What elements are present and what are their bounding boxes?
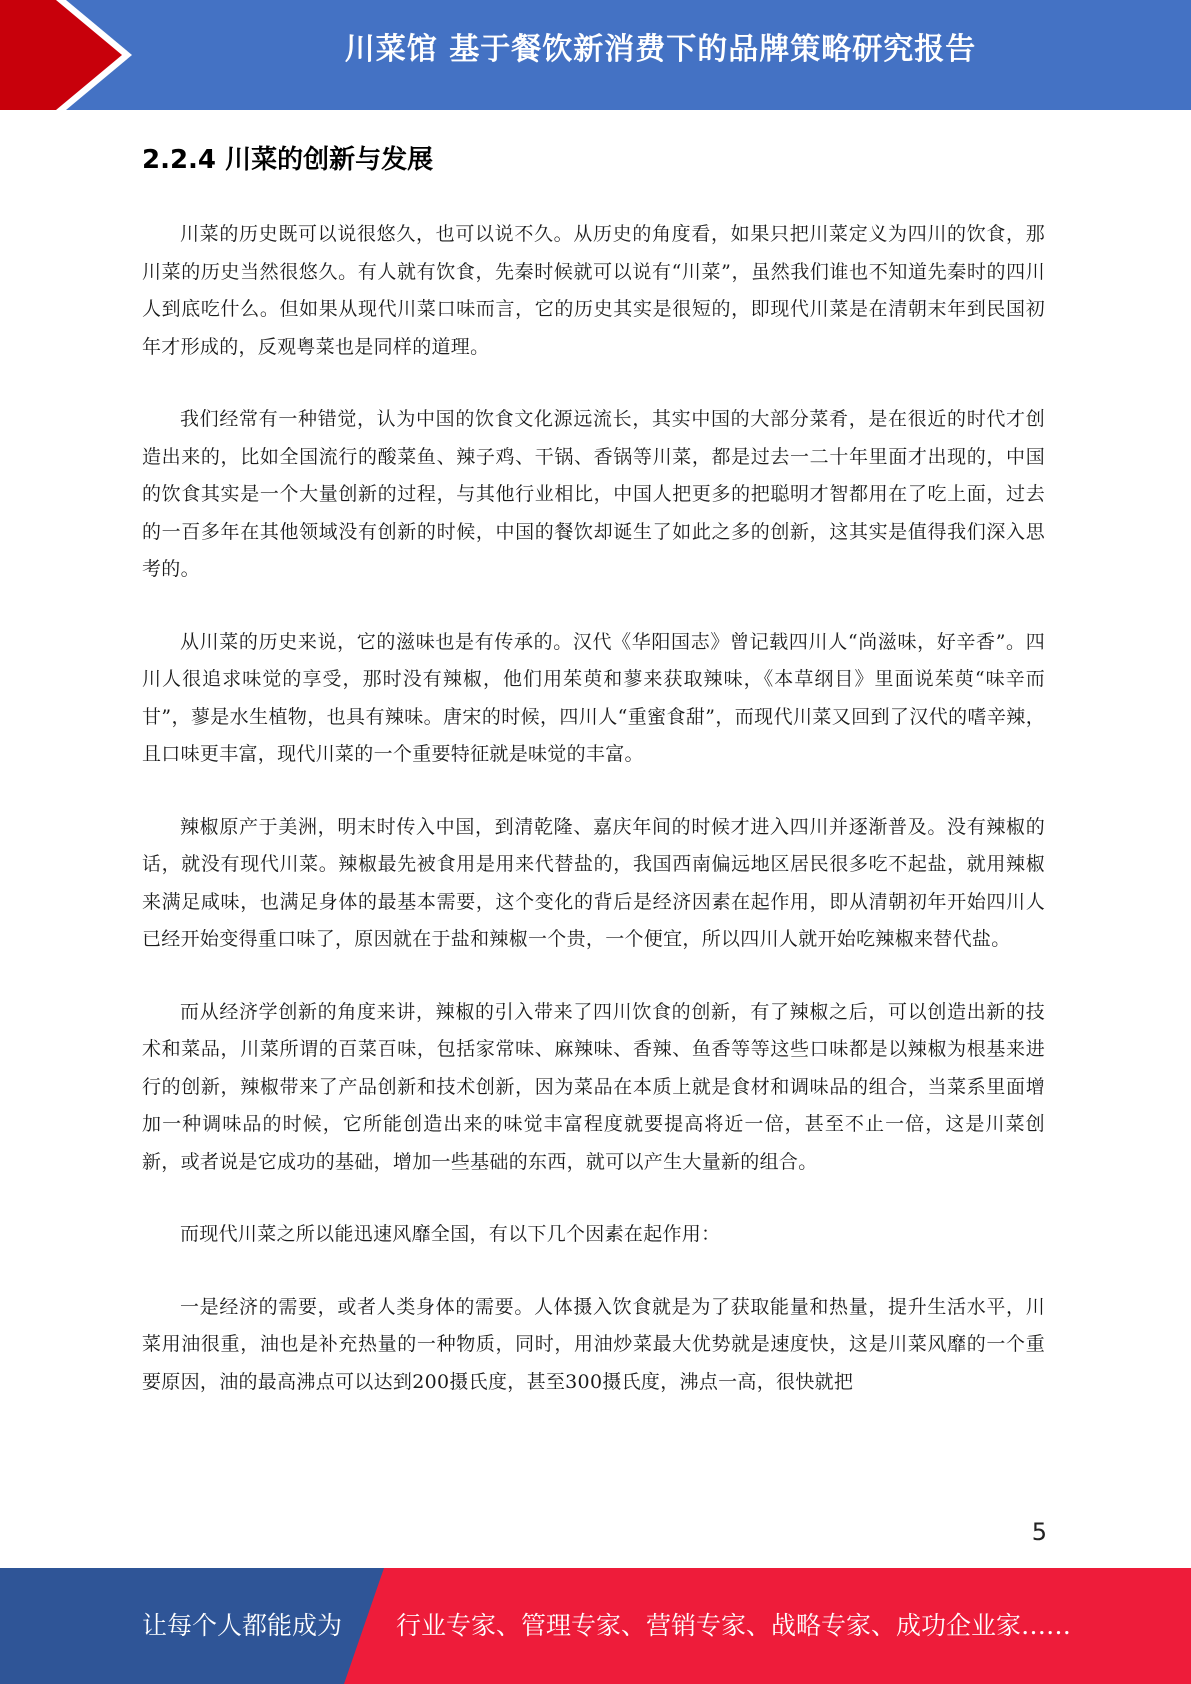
paragraph: 辣椒原产于美洲，明末时传入中国，到清乾隆、嘉庆年间的时候才进入四川并逐渐普及。没有辣椒的话，就没有现代川菜。辣椒最先被食用是用来代替盐的，我国西南偏远地区居民很多吃不起盐，就用辣椒来满足咸味，也满足身体的最基本需要，这个变化的背后是经济因素在起作用，即从清朝初年开始四川人已经开始变得重口味了，原因就在于盐和辣椒一个贵，一个便宜，所以四川人就开始吃辣椒来替代盐。 <box>142 815 1045 950</box>
paragraph: 川菜的历史既可以说很悠久，也可以说不久。从历史的角度看，如果只把川菜定义为四川的饮食，那川菜的历史当然很悠久。有人就有饮食，先秦时候就可以说有“川菜”，虽然我们谁也不知道先秦时的四川人到底吃什么。但如果从现代川菜口味而言，它的历史其实是很短的，即现代川菜是在清朝末年到民国初年才形成的，反观粤菜也是同样的道理。 <box>142 223 1045 358</box>
paragraph: 一是经济的需要，或者人类身体的需要。人体摄入饮食就是为了获取能量和热量，提升生活水平，川菜用油很重，油也是补充热量的一种物质，同时，用油炒菜最大优势就是速度快，这是川菜风靡的一个重要原因，油的最高沸点可以达到200摄氏度，甚至300摄氏度，沸点一高，很快就把 <box>142 1295 1045 1393</box>
paragraph: 而从经济学创新的角度来讲，辣椒的引入带来了四川饮食的创新，有了辣椒之后，可以创造出新的技术和菜品，川菜所谓的百菜百味，包括家常味、麻辣味、香辣、鱼香等等这些口味都是以辣椒为根基来进行的创新，辣椒带来了产品创新和技术创新，因为菜品在本质上就是食材和调味品的组合，当菜系里面增加一种调味品的时候，它所能创造出来的味觉丰富程度就要提高将近一倍，甚至不止一倍，这是川菜创新，或者说是它成功的基础，增加一些基础的东西，就可以产生大量新的组合。 <box>142 1000 1045 1173</box>
paragraph: 从川菜的历史来说，它的滋味也是有传承的。汉代《华阳国志》曾记载四川人“尚滋味，好辛香”。四川人很追求味觉的享受，那时没有辣椒，他们用茱萸和蓼来获取辣味，《本草纲目》里面说茱萸“味辛而甘”，蓼是水生植物，也具有辣味。唐宋的时候，四川人“重蜜食甜”，而现代川菜又回到了汉代的嗜辛辣，且口味更丰富，现代川菜的一个重要特征就是味觉的丰富。 <box>142 630 1045 765</box>
chevron-arrow-icon <box>0 0 150 110</box>
report-title: 川菜馆 基于餐饮新消费下的品牌策略研究报告 <box>344 32 977 67</box>
footer-slogan-right: 行业专家、管理专家、营销专家、战略专家、成功企业家…… <box>396 1611 1072 1640</box>
footer-slogan-left: 让每个人都能成为 <box>142 1611 343 1640</box>
document-body <box>142 120 1045 1436</box>
page-footer <box>0 1568 1191 1684</box>
section-heading: 2.2.4 川菜的创新与发展 <box>142 145 434 175</box>
page-header <box>0 0 1191 110</box>
page-number: 5 <box>1031 1518 1047 1546</box>
paragraph: 而现代川菜之所以能迅速风靡全国，有以下几个因素在起作用： <box>180 1223 721 1245</box>
paragraph: 我们经常有一种错觉，认为中国的饮食文化源远流长，其实中国的大部分菜肴，是在很近的时代才创造出来的，比如全国流行的酸菜鱼、辣子鸡、干锅、香锅等川菜，都是过去一二十年里面才出现的，中国的饮食其实是一个大量创新的过程，与其他行业相比，中国人把更多的把聪明才智都用在了吃上面，过去的一百多年在其他领域没有创新的时候，中国的餐饮却诞生了如此之多的创新，这其实是值得我们深入思考的。 <box>142 408 1045 580</box>
